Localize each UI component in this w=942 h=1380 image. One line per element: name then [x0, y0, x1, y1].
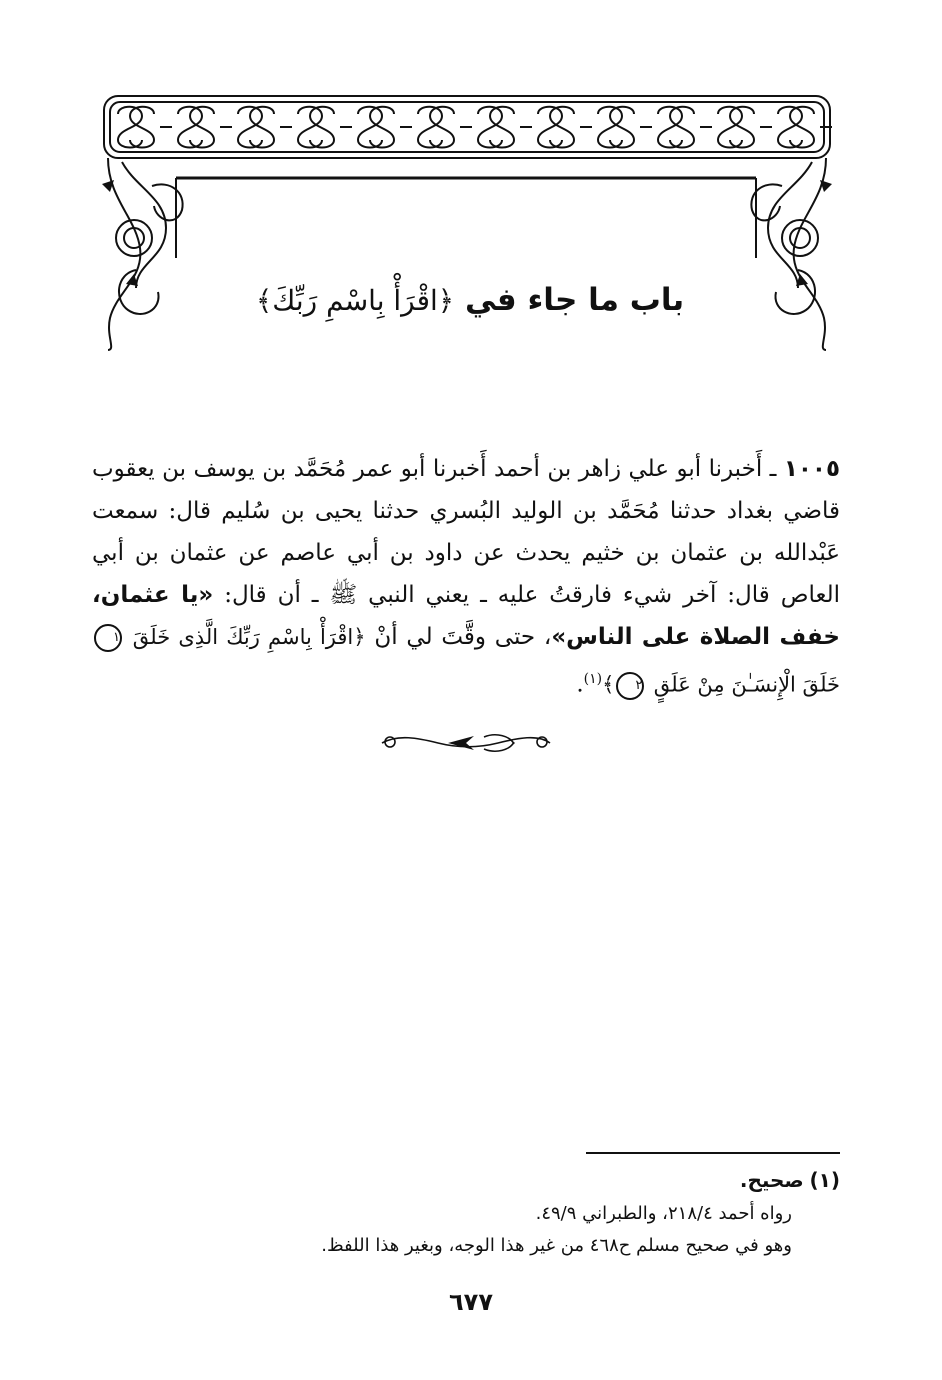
hadith-number: ١٠٠٥ — [783, 456, 841, 482]
hadith-text-after: ، حتى وقَّتَ لي أنْ — [374, 624, 552, 650]
quran-verse-part1: ﴿اقْرَأْ بِاسْمِ رَبِّكَ الَّذِى خَلَقَ — [132, 625, 366, 649]
verse-number-mark-1: ١ — [94, 624, 122, 652]
page-number: ٦٧٧ — [449, 1288, 493, 1316]
footnote-1-grade: صحيح. — [739, 1168, 804, 1192]
prophet-saying: «يا عثمان، خفف الصلاة على الناس» — [92, 582, 840, 650]
footnote-separator — [586, 1152, 840, 1154]
footnote-1-source-line: رواه أحمد ٢١٨/٤، والطبراني ٤٩/٩. — [535, 1203, 792, 1224]
hadith-text — [92, 448, 840, 706]
verse-number-mark-2: ٢ — [616, 672, 644, 700]
footnote-reference[interactable]: (١) — [583, 671, 603, 687]
quran-verse-close: ﴾ — [602, 672, 615, 697]
footnote-1-label: (١) — [809, 1168, 840, 1192]
chapter-title-quran-quote: ﴿اقْرَأْ بِاسْمِ رَبِّكَ﴾ — [255, 284, 455, 317]
section-divider-ornament — [378, 728, 554, 758]
chapter-title — [170, 278, 770, 323]
footnotes — [200, 1164, 840, 1262]
footnote-1-note-line: وهو في صحيح مسلم ح٤٦٨ من غير هذا الوجه، وبغير هذا اللفظ. — [321, 1235, 792, 1256]
hadith-chain-text: ـ أَخبرنا أبو علي زاهر بن أحمد أَخبرنا أبو عمر مُحَمَّد بن يوسف بن يعقوب قاضي بغداد حدثنا مُحَمَّد بن الوليد البُسري حدثنا يحيى بن سُليم قال: سمعت عَبْدالله بن عثمان بن خثيم يحدث عن داود بن أبي عاصم عن عثمان بن أبي العاص قال: آخر شيء فارقتُ عليه ـ يعني النبي ﷺ ـ أن قال: — [92, 456, 841, 608]
chapter-title-prefix: باب ما جاء في — [465, 282, 685, 318]
hadith-paragraph — [92, 448, 840, 706]
footnote-1-grade-line — [200, 1164, 840, 1198]
hadith-end-punctuation: . — [576, 671, 584, 698]
quran-verse-part2: خَلَقَ الْإِنسَـٰنَ مِنْ عَلَقٍ — [653, 672, 840, 697]
